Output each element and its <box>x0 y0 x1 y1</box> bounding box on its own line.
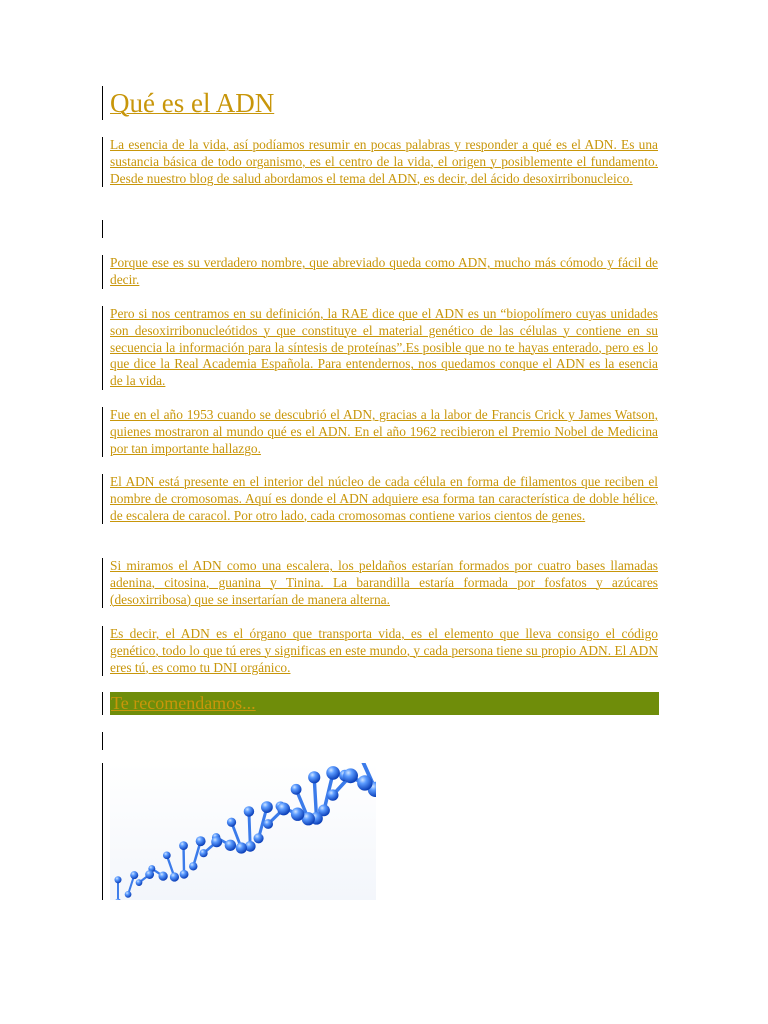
helix-sphere <box>136 879 143 886</box>
image-background <box>110 763 376 900</box>
helix-sphere <box>130 871 138 879</box>
empty-line <box>102 220 658 238</box>
paragraph-block <box>102 255 658 289</box>
paragraph-block <box>102 558 658 608</box>
empty-line <box>102 732 658 750</box>
helix-sphere <box>326 766 340 780</box>
paragraph-link[interactable]: El ADN está presente en el interior del núcleo de cada célula en forma de filamentos que reciben el nombre de cromosomas. Aquí es donde el ADN adquiere esa forma tan característica de doble hélice, de escalera de caracol. Por otro lado, cada cromosomas contiene varios cientos de genes. <box>110 474 658 523</box>
helix-sphere <box>145 870 154 879</box>
helix-sphere <box>244 806 254 816</box>
paragraph-link[interactable]: Fue en el año 1953 cuando se descubrió el ADN, gracias a la labor de Francis Crick y James Watson, quienes mostraron al mundo qué es el ADN. En el año 1962 recibieron el Premio Nobel de Medicina por tan importante hallazgo. <box>110 407 658 456</box>
helix-sphere <box>291 784 302 795</box>
helix-sphere <box>277 802 290 815</box>
dna-helix-image[interactable] <box>110 763 376 900</box>
paragraph-block <box>102 626 658 676</box>
paragraph-block <box>102 306 658 390</box>
helix-sphere <box>170 872 179 881</box>
helix-sphere <box>189 862 197 870</box>
helix-sphere <box>125 891 132 898</box>
helix-sphere <box>254 833 264 843</box>
paragraph[interactable] <box>110 255 658 289</box>
helix-sphere <box>158 871 167 880</box>
paragraph[interactable] <box>110 306 658 390</box>
paragraph[interactable] <box>110 407 658 457</box>
paragraph-block <box>102 407 658 457</box>
helix-sphere <box>357 775 372 790</box>
page-title-link[interactable]: Qué es el ADN <box>110 88 275 118</box>
helix-sphere <box>261 801 273 813</box>
helix-sphere <box>263 819 273 829</box>
helix-sphere <box>179 841 188 850</box>
helix-sphere <box>114 876 121 883</box>
helix-sphere <box>227 818 236 827</box>
image-block <box>102 763 658 900</box>
helix-sphere <box>308 771 320 783</box>
paragraph-block <box>102 137 658 187</box>
helix-sphere <box>196 836 206 846</box>
paragraph-link[interactable]: Pero si nos centramos en su definición, la RAE dice que el ADN es un “biopolímero cuyas unidades son desoxirribonucleótidos y que constituye el material genético de las células y contiene en su secuencia la información para la síntesis de proteínas”.Es posible que no te hayas enterado, pero es lo que dice la Real Academia Española. Para entendernos, nos quedamos conque el ADN es la esencia de la vida. <box>110 306 658 389</box>
title-block <box>102 86 658 120</box>
helix-sphere <box>163 851 171 859</box>
paragraph[interactable] <box>110 137 658 187</box>
paragraph-link[interactable]: La esencia de la vida, así podíamos resumir en pocas palabras y responder a qué es el ADN. Es una sustancia básica de todo organismo, es el centro de la vida, el origen y posiblemente el fundamento. Desde nuestro blog de salud abordamos el tema del ADN, es decir, del ácido desoxirribonucleico. <box>110 137 658 186</box>
helix-sphere <box>211 836 222 847</box>
paragraph-link[interactable]: Porque ese es su verdadero nombre, que abreviado queda como ADN, mucho más cómodo y fácil de decir. <box>110 255 658 287</box>
recommend-link[interactable]: Te recomendamos... <box>111 693 256 713</box>
recommend-bar <box>110 692 659 715</box>
helix-sphere <box>225 840 236 851</box>
paragraph-link[interactable]: Si miramos el ADN como una escalera, los peldaños estarían formados por cuatro bases llamadas adenina, citosina, guanina y Tinina. La barandilla estaría formada por fosfatos y azúcares (desoxirribosa) que se insertarían de manera alterna. <box>110 558 658 607</box>
paragraph[interactable] <box>110 474 658 524</box>
paragraph-link[interactable]: Es decir, el ADN es el órgano que transporta vida, es el elemento que lleva consigo el código genético, todo lo que tú eres y significas en este mundo, y cada persona tiene su propio ADN. El ADN eres tú, es como tu DNI orgánico. <box>110 626 658 675</box>
paragraph[interactable] <box>110 626 658 676</box>
paragraph-block <box>102 474 658 524</box>
recommend-block <box>102 692 658 715</box>
helix-sphere <box>236 842 247 853</box>
helix-sphere <box>291 808 304 821</box>
helix-sphere <box>180 870 189 879</box>
helix-sphere <box>343 768 358 783</box>
helix-sphere <box>199 849 207 857</box>
paragraph[interactable] <box>110 558 658 608</box>
page-title[interactable] <box>110 86 658 120</box>
helix-sphere <box>327 789 338 800</box>
